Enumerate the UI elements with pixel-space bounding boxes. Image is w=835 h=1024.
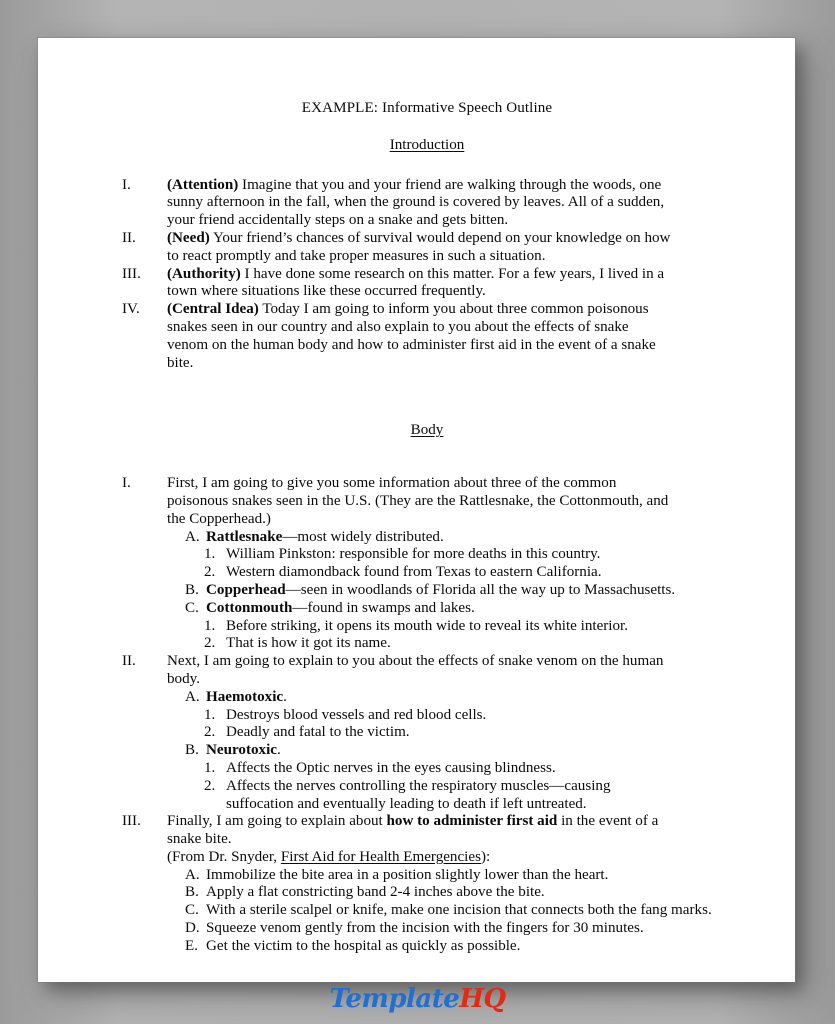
- outline-marker: B.: [185, 742, 199, 759]
- outline-subitem: [185, 884, 750, 902]
- outline-text-run: —seen in woodlands of Florida all the way up to Massachusetts.: [285, 581, 676, 598]
- outline-text: With a sterile scalpel or knife, make one incision that connects both the fang marks.: [206, 902, 712, 919]
- outline-text: [206, 742, 706, 760]
- outline-text-run: Finally, I am going to explain about: [167, 813, 387, 830]
- outline-text: William Pinkston: responsible for more deaths in this country.: [226, 546, 601, 563]
- document-body: [38, 38, 795, 982]
- outline-marker: IV.: [122, 301, 140, 318]
- outline-text: [167, 230, 673, 266]
- outline-text: Immobilize the bite area in a position slightly lower than the heart.: [206, 866, 609, 883]
- outline-text-run: Today I am going to inform you about three common poisonous snakes seen in our country and also explain to you about the effects of snake venom on the human body and how to administer first aid in the event of a snake bite.: [167, 301, 656, 371]
- outline-subitem: [185, 938, 750, 956]
- outline-marker: B.: [185, 581, 199, 598]
- outline-marker: A.: [185, 688, 200, 705]
- document-page-shell: [38, 38, 795, 982]
- outline-text: Affects the Optic nerves in the eyes causing blindness.: [226, 759, 556, 776]
- outline-text-run: —most widely distributed.: [282, 528, 444, 545]
- source-citation: [167, 849, 750, 867]
- outline-text: That is how it got its name.: [226, 635, 391, 652]
- outline-marker: A.: [185, 866, 200, 883]
- watermark-template-text: Template: [329, 984, 460, 1014]
- outline-text: [206, 600, 706, 618]
- outline-emphasis: how to administer first aid: [386, 813, 558, 830]
- outline-marker: 2.: [204, 564, 216, 581]
- outline-item: [122, 475, 750, 528]
- outline-marker: 2.: [204, 777, 216, 794]
- outline-marker: E.: [185, 937, 198, 954]
- outline-subitem: [185, 582, 750, 600]
- section-heading-body-label: Body: [410, 422, 444, 439]
- outline-subsubitem: [204, 778, 750, 814]
- outline-lead: Rattlesnake: [206, 528, 283, 545]
- outline-marker: 1.: [204, 706, 216, 723]
- outline-marker: II.: [122, 653, 136, 670]
- outline-item: [122, 177, 750, 230]
- outline-subitem: [185, 742, 750, 760]
- spacer: [104, 372, 750, 422]
- outline-item: [122, 301, 750, 372]
- outline-marker: A.: [185, 528, 200, 545]
- document-title: EXAMPLE: Informative Speech Outline: [301, 100, 553, 116]
- outline-lead: (Attention): [167, 176, 239, 193]
- outline-marker: 1.: [204, 617, 216, 634]
- section-heading-body: [104, 422, 750, 440]
- outline-text: [167, 177, 673, 230]
- outline-text-run: I have done some research on this matter. For a few years, I lived in a town where situations like these occurred frequently.: [167, 265, 665, 300]
- source-title: First Aid for Health Emergencies: [280, 848, 481, 865]
- outline-subsubitem: [204, 618, 750, 636]
- outline-text: [167, 301, 673, 372]
- outline-marker: 2.: [204, 724, 216, 741]
- outline-text: Western diamondback found from Texas to eastern California.: [226, 564, 602, 581]
- outline-text: [206, 689, 706, 707]
- outline-text: [206, 529, 706, 547]
- outline-lead: Cottonmouth: [206, 599, 293, 616]
- outline-lead: (Need): [167, 229, 210, 246]
- outline-text: Affects the nerves controlling the respiratory muscles—causing suffocation and eventually leading to death if left untreated.: [226, 777, 611, 812]
- outline-text-run: Your friend’s chances of survival would depend on your knowledge on how to react promptly and take proper measures in such a situation.: [167, 229, 671, 264]
- outline-marker: I.: [122, 176, 131, 193]
- outline-lead: Neurotoxic: [206, 742, 277, 759]
- outline-subitem: [185, 920, 750, 938]
- outline-text: Apply a flat constricting band 2-4 inches above the bite.: [206, 884, 545, 901]
- outline-text-run: .: [276, 742, 281, 759]
- templatehq-watermark: [0, 986, 835, 1012]
- outline-text: Destroys blood vessels and red blood cells.: [226, 706, 487, 723]
- outline-text: [167, 813, 679, 849]
- outline-marker: 1.: [204, 546, 216, 563]
- spacer: [104, 118, 750, 137]
- outline-text-run: Imagine that you and your friend are walking through the woods, one sunny afternoon in the fall, when the ground is covered by leaves. All of a sudden, your friend accidentally steps on a snake and gets bitten.: [167, 176, 665, 229]
- outline-lead: Copperhead: [206, 581, 286, 598]
- outline-item: [122, 813, 750, 849]
- outline-marker: B.: [185, 884, 199, 901]
- outline-marker: 1.: [204, 759, 216, 776]
- outline-text: Deadly and fatal to the victim.: [226, 724, 410, 741]
- outline-subsubitem: [204, 724, 750, 742]
- spacer: [104, 155, 750, 177]
- outline-marker: I.: [122, 475, 131, 492]
- outline-subsubitem: [204, 635, 750, 653]
- outline-marker: III.: [122, 813, 141, 830]
- outline-lead: (Central Idea): [167, 301, 259, 318]
- outline-text-run: in the event of a snake bite.: [167, 813, 659, 848]
- outline-text: First, I am going to give you some information about three of the common poisonous snakes seen in the U.S. (They are the Rattlesnake, the Cottonmouth, and the Copperhead.): [167, 475, 669, 527]
- outline-subitem: [185, 600, 750, 618]
- outline-text: Next, I am going to explain to you about the effects of snake venom on the human body.: [167, 653, 664, 687]
- outline-text-run: .: [283, 688, 287, 705]
- outline-text-run: —found in swamps and lakes.: [292, 599, 475, 616]
- outline-marker: II.: [122, 229, 136, 246]
- section-heading-introduction: [104, 137, 750, 155]
- outline-subitem: [185, 529, 750, 547]
- document-page: [38, 38, 795, 982]
- outline-lead: (Authority): [167, 265, 241, 282]
- outline-text: [206, 582, 746, 600]
- outline-item: [122, 266, 750, 302]
- outline-lead: Haemotoxic: [206, 688, 284, 705]
- source-citation-prefix: (From Dr. Snyder,: [167, 848, 281, 865]
- outline-marker: D.: [185, 920, 200, 937]
- outline-subsubitem: [204, 707, 750, 725]
- outline-marker: C.: [185, 599, 199, 616]
- section-heading-introduction-label: Introduction: [389, 136, 465, 153]
- outline-subitem: [185, 689, 750, 707]
- spacer: [104, 440, 750, 475]
- outline-subsubitem: [204, 760, 750, 778]
- source-citation-text: [167, 849, 673, 867]
- outline-text: Before striking, it opens its mouth wide to reveal its white interior.: [226, 617, 629, 634]
- outline-text: Get the victim to the hospital as quickly as possible.: [206, 937, 521, 954]
- outline-text: Squeeze venom gently from the incision with the fingers for 30 minutes.: [206, 920, 644, 937]
- outline-marker: III.: [122, 265, 141, 282]
- outline-text: [167, 266, 673, 302]
- outline-subsubitem: [204, 546, 750, 564]
- outline-subitem: [185, 902, 750, 920]
- outline-item: [122, 230, 750, 266]
- outline-item: [122, 653, 750, 689]
- outline-marker: 2.: [204, 635, 216, 652]
- outline-subsubitem: [204, 564, 750, 582]
- source-citation-suffix: ):: [480, 848, 491, 865]
- outline-subitem: [185, 867, 750, 885]
- outline-marker: C.: [185, 902, 199, 919]
- watermark-hq-text: HQ: [459, 984, 506, 1014]
